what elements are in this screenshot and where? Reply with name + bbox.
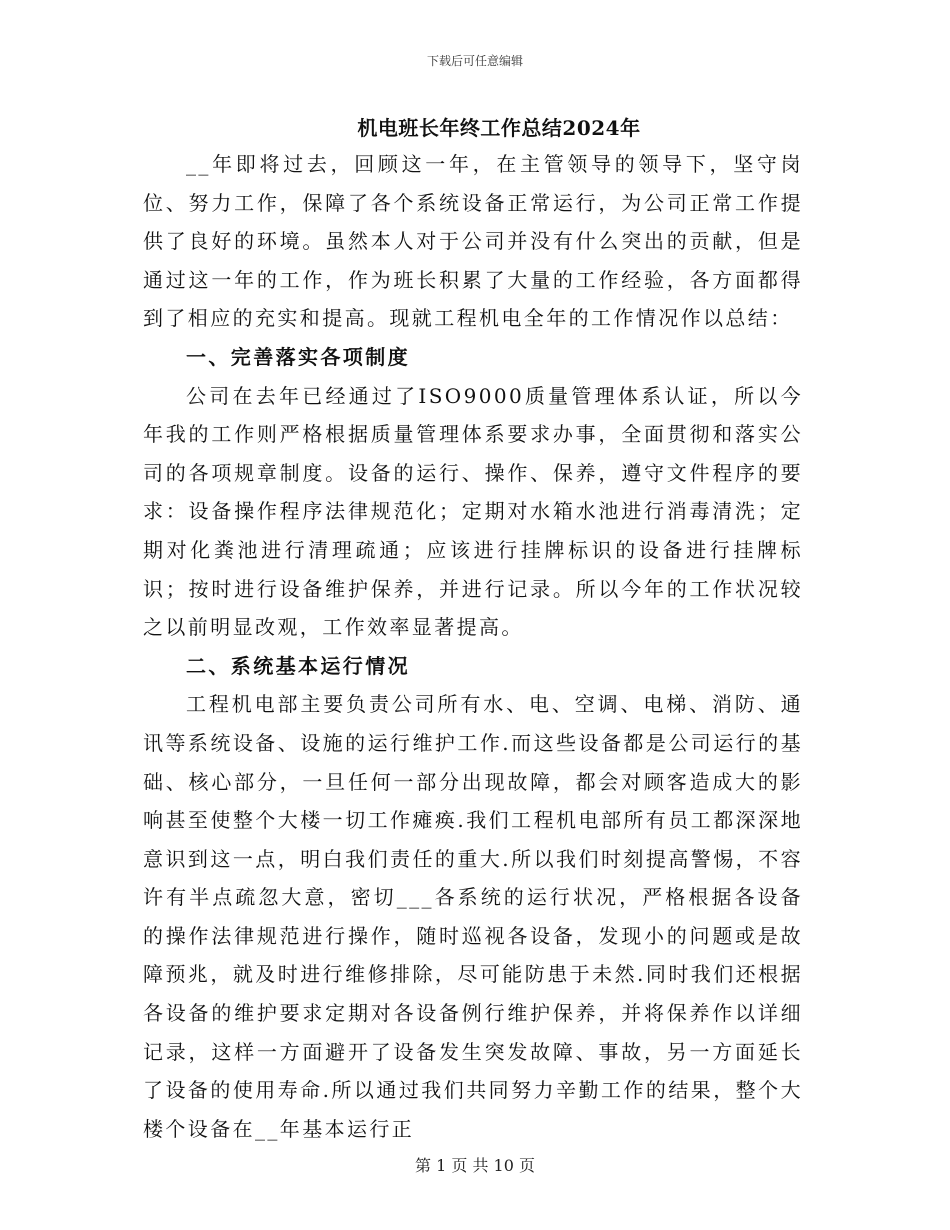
page-footer: 第 1 页 共 10 页 (415, 1156, 535, 1175)
document-body (143, 145, 803, 1148)
section-body-1: 公司在去年已经通过了ISO9000质量管理体系认证，所以今年我的工作则严格根据质量管理体系要求办事，全面贯彻和落实公司的各项规章制度。设备的运行、操作、保养，遵守文件程序的要求：设备操作程序法律规范化；定期对水箱水池进行消毒清洗；定期对化粪池进行清理疏通；应该进行挂牌标识的设备进行挂牌标识；按时进行设备维护保养，并进行记录。所以今年的工作状况较之以前明显改观，工作效率显著提高。 (143, 383, 803, 640)
document-title: 机电班长年终工作总结2024年 (357, 116, 641, 140)
intro-paragraph: __年即将过去，回顾这一年，在主管领导的领导下，坚守岗位、努力工作，保障了各个系统设备正常运行，为公司正常工作提供了良好的环境。虽然本人对于公司并没有什么突出的贡献，但是通过这一年的工作，作为班长积累了大量的工作经验，各方面都得到了相应的充实和提高。现就工程机电全年的工作情况作以总结： (143, 152, 803, 331)
section-heading-1: 一、完善落实各项制度 (186, 344, 410, 369)
section-heading-2: 二、系统基本运行情况 (186, 653, 410, 678)
page-header: 下载后可任意编辑 (426, 54, 523, 68)
section-body-2: 工程机电部主要负责公司所有水、电、空调、电梯、消防、通讯等系统设备、设施的运行维护工作.而这些设备都是公司运行的基础、核心部分，一旦任何一部分出现故障，都会对顾客造成大的影响甚至使整个大楼一切工作瘫痪.我们工程机电部所有员工都深深地意识到这一点，明白我们责任的重大.所以我们时刻提高警惕，不容许有半点疏忽大意，密切___各系统的运行状况，严格根据各设备的操作法律规范进行操作，随时巡视各设备，发现小的问题或是故障预兆，就及时进行维修排除，尽可能防患于未然.同时我们还根据各设备的维护要求定期对各设备例行维护保养，并将保养作以详细记录，这样一方面避开了设备发生突发故障、事故，另一方面延长了设备的使用寿命.所以通过我们共同努力辛勤工作的结果，整个大楼个设备在__年基本运行正 (143, 692, 803, 1141)
